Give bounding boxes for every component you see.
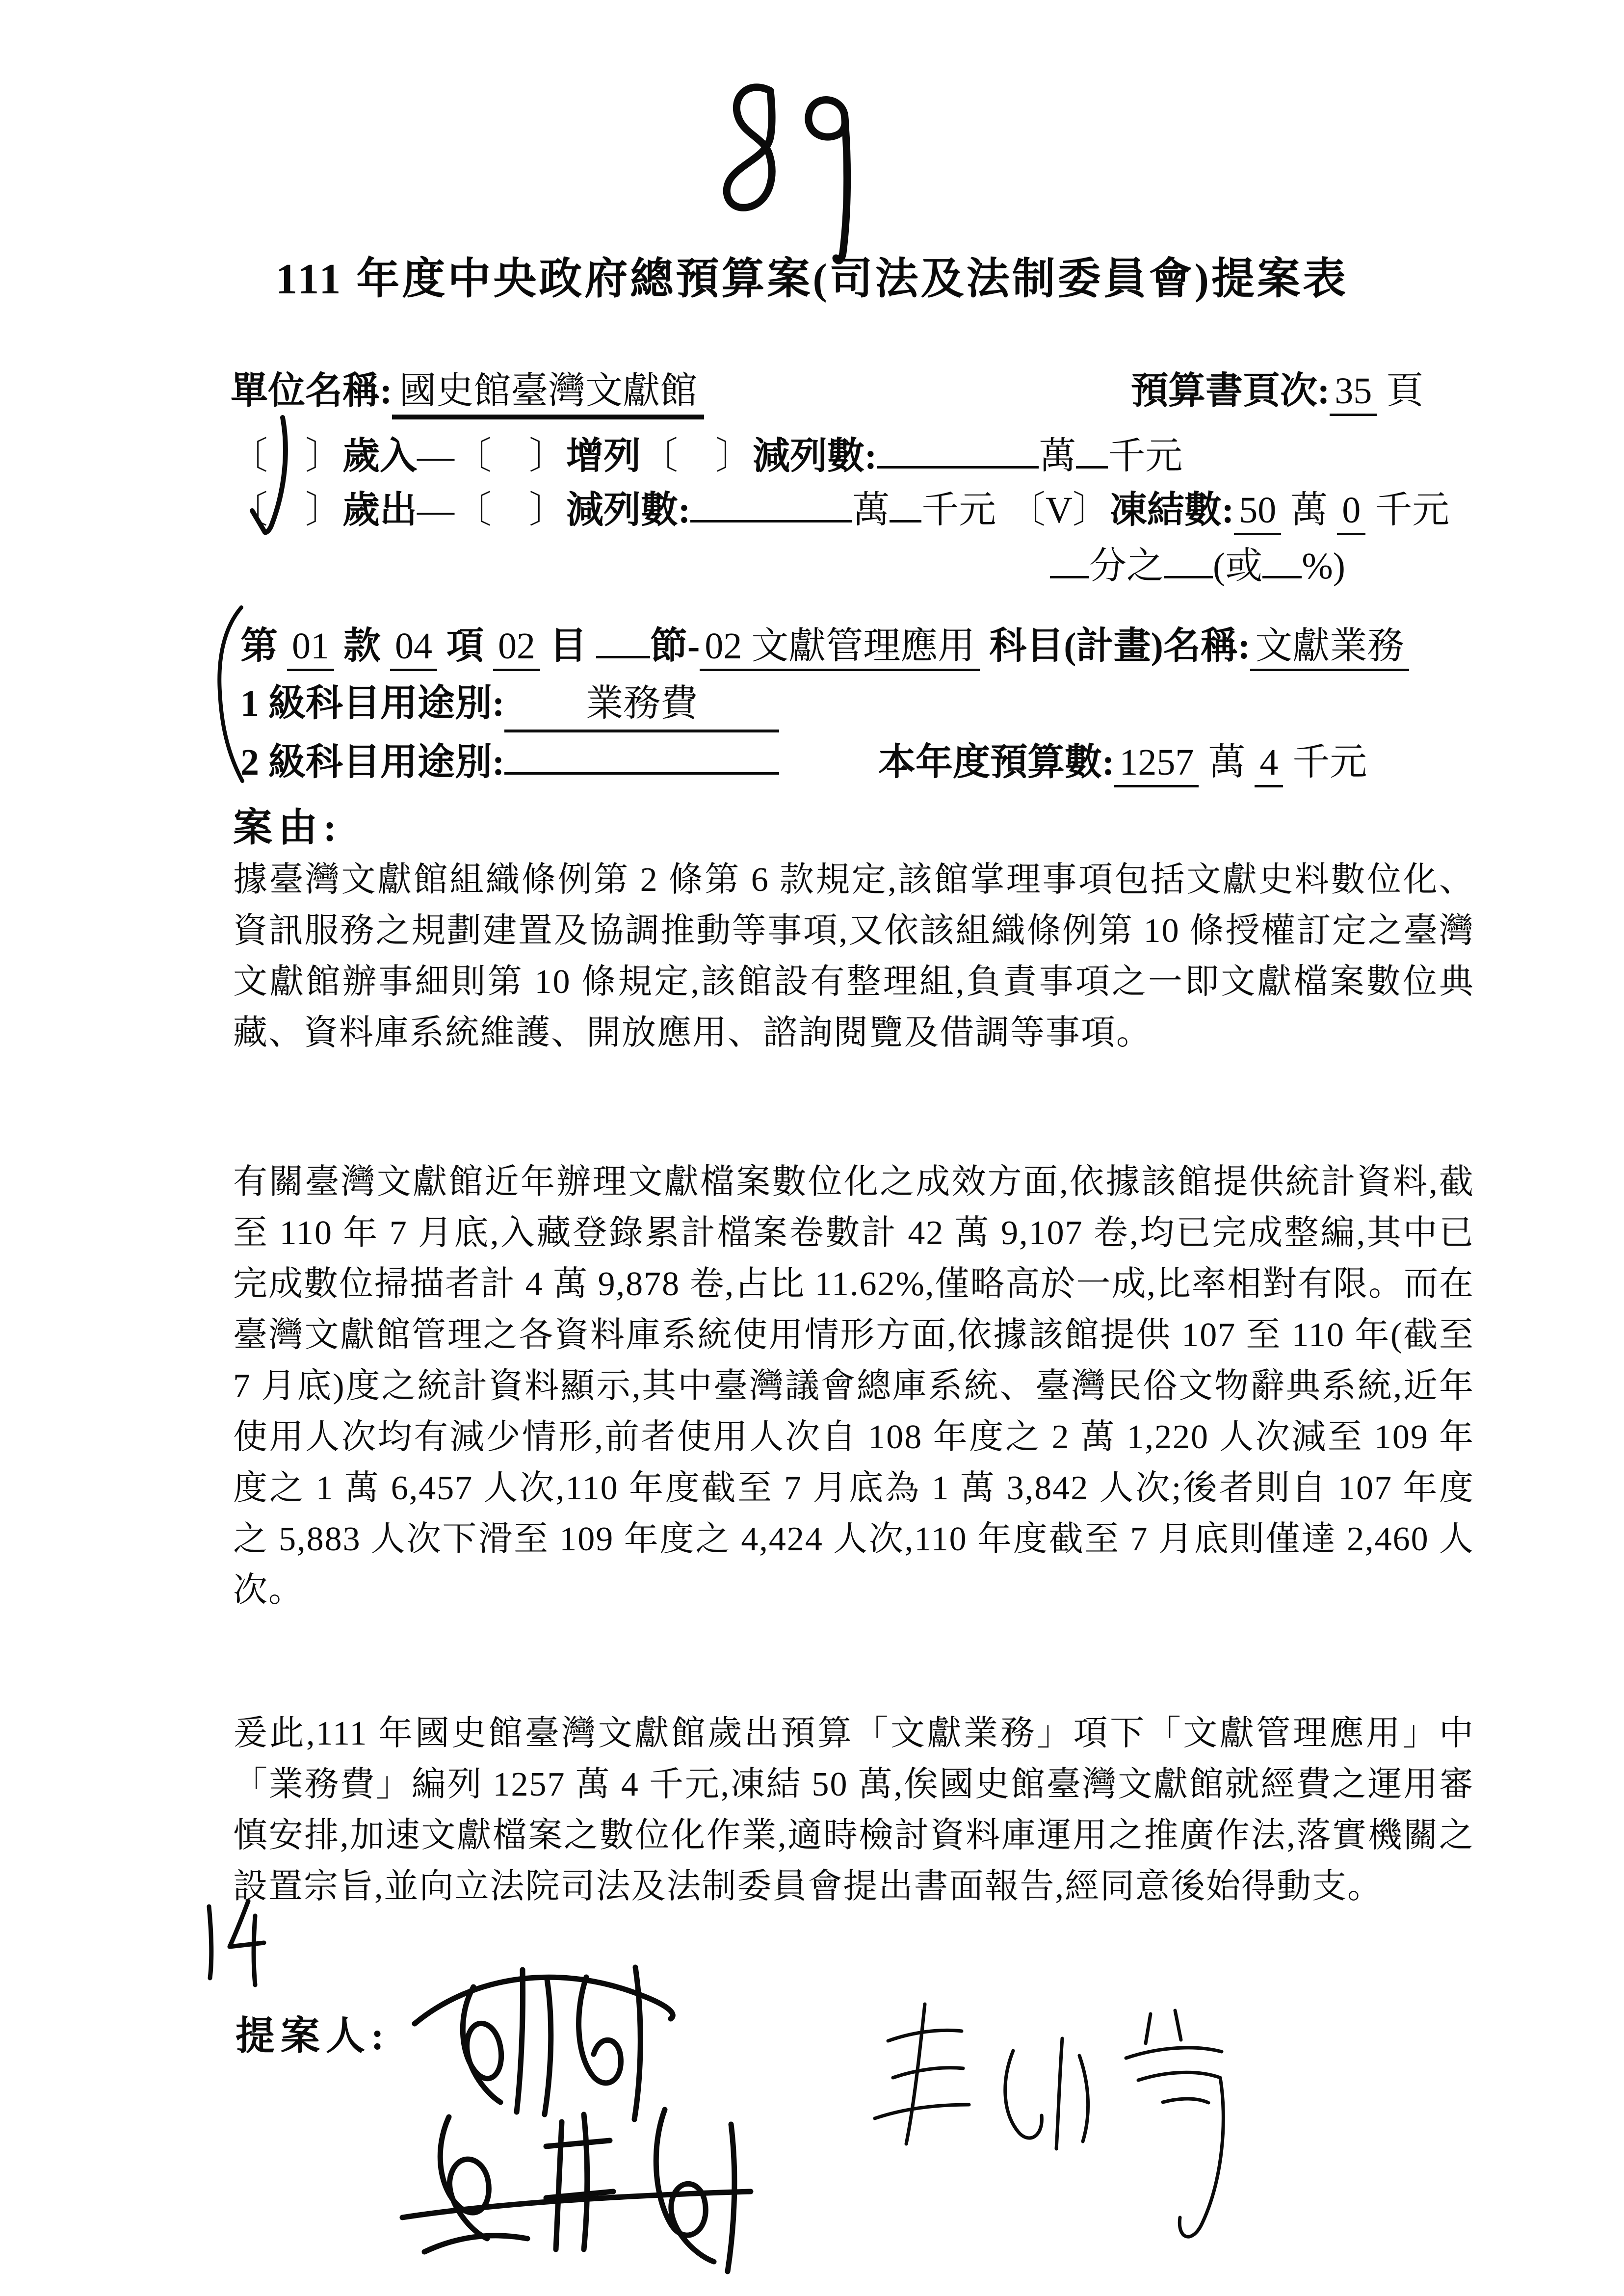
dash: — xyxy=(417,436,454,477)
jie-value: 02 文獻管理應用 xyxy=(700,626,980,671)
year-budget xyxy=(878,732,1367,785)
kuan-label: 款 xyxy=(343,626,381,667)
subject-line xyxy=(240,616,1409,669)
fraction-row xyxy=(1050,536,1345,589)
wan-unit: 萬 xyxy=(852,490,890,531)
budget-page-unit: 頁 xyxy=(1386,370,1424,412)
decrease-checkbox: 〔 〕 xyxy=(641,436,753,477)
freeze-qian-value: 0 xyxy=(1337,490,1365,535)
jie-blank xyxy=(596,622,650,658)
freeze-row xyxy=(1008,480,1449,533)
kuan-number: 01 xyxy=(287,626,334,671)
unit-name-row xyxy=(231,361,704,414)
wan-unit: 萬 xyxy=(1039,436,1076,477)
expenditure-qian-blank xyxy=(890,486,921,522)
level1-line xyxy=(240,673,779,732)
percent-close: %) xyxy=(1302,546,1345,587)
signature-3 xyxy=(851,1987,1244,2262)
proposer-label: 提案人: xyxy=(236,2015,390,2058)
expenditure-row xyxy=(231,480,996,533)
fraction-numerator-blank xyxy=(1050,542,1089,578)
case-paragraph-2: 有關臺灣文獻館近年辦理文獻檔案數位化之成效方面,依據該館提供統計資料,截至 110 年 7 月底,入藏登錄累計檔案卷數計 42 萬 9,107 卷,均已完成整編,其中已完成數位掃描者計 4 萬 9,878 卷,占比 11.62%,僅略高於一成,比率相對有限。而在臺灣文獻館管理之各資料庫系統使用情形方面,依據該館提供 107 至 110 年(截至 7 月底)度之統計資料顯示,其中臺灣議會總庫系統、臺灣民俗文物辭典系統,近年使用人次均有減少情形,前者使用人次自 108 年度之 2 萬 1,220 人次減至 109 年度之 1 萬 6,457 人次,110 年度截至 7 月底為 1 萬 3,842 人次;後者則自 107 年度之 5,883 人次下滑至 109 年度之 4,424 人次,110 年度截至 7 月底則僅達 2,460 人次。 xyxy=(233,1163,1474,1609)
document-title: 111 年度中央政府總預算案(司法及法制委員會)提案表 xyxy=(276,256,1348,303)
level2-blank xyxy=(504,738,779,775)
xiang-number: 04 xyxy=(390,626,437,671)
qian-unit: 千元 xyxy=(1108,436,1183,477)
increase-checkbox: 〔 〕 xyxy=(454,436,566,477)
increase-label: 增列 xyxy=(566,436,641,477)
huo-open: (或 xyxy=(1213,546,1263,587)
fenzhi-label: 分之 xyxy=(1089,546,1164,587)
fraction-denominator-blank xyxy=(1164,542,1213,578)
revenue-wan-blank xyxy=(877,432,1039,469)
case-paragraph-3: 爰此,111 年國史館臺灣文獻館歲出預算「文獻業務」項下「文獻管理應用」中「業務費」編列 1257 萬 4 千元,凍結 50 萬,俟國史館臺灣文獻館就經費之運用審慎安排,加速文獻檔案之數位化作業,適時檢討資料庫運用之推廣作法,落實機關之設置宗旨,並向立法院司法及法制委員會提出書面報告,經同意後始得動支。 xyxy=(233,1715,1474,1905)
year-budget-wan-value: 1257 xyxy=(1114,742,1199,787)
revenue-checkbox: 〔 〕 xyxy=(231,436,342,477)
unit-name-value: 國史館臺灣文獻館 xyxy=(392,370,704,419)
mu-number: 02 xyxy=(493,626,540,671)
expenditure-decrease-label: 減列數: xyxy=(566,490,691,531)
freeze-label: 凍結數: xyxy=(1109,490,1234,531)
revenue-label: 歲入 xyxy=(342,436,417,477)
expenditure-decrease-checkbox: 〔 〕 xyxy=(454,490,566,531)
budget-page-value: 35 xyxy=(1330,370,1377,416)
budget-page-label: 預算書頁次: xyxy=(1131,370,1330,412)
handwritten-page-number-89 xyxy=(697,78,893,270)
signature-2 xyxy=(390,2083,763,2294)
year-budget-label: 本年度預算數: xyxy=(878,742,1115,783)
case-paragraph-1: 據臺灣文獻館組織條例第 2 條第 6 款規定,該館掌理事項包括文獻史料數位化、資訊服務之規劃建置及協調推動等事項,又依該組織條例第 10 條授權訂定之臺灣文獻館辦事細則第 10 條規定,該館設有整理組,負責事項之一即文獻檔案數位典藏、資料庫系統維護、開放應用、諮詢閱覽及借調等事項。 xyxy=(233,861,1474,1052)
di-label: 第 xyxy=(240,626,278,667)
qian-unit: 千元 xyxy=(921,490,996,531)
revenue-row xyxy=(231,426,1182,479)
year-budget-wan-unit: 萬 xyxy=(1208,742,1246,783)
year-budget-qian-unit: 千元 xyxy=(1292,742,1367,783)
percent-blank xyxy=(1262,542,1302,578)
year-budget-qian-value: 4 xyxy=(1255,742,1283,787)
expenditure-wan-blank xyxy=(690,486,852,522)
xiang-label: 項 xyxy=(446,626,484,667)
unit-name-label: 單位名稱: xyxy=(231,370,393,412)
expenditure-checkbox: 〔 〕 xyxy=(231,490,342,531)
freeze-qian-unit: 千元 xyxy=(1375,490,1450,531)
dash: — xyxy=(417,490,454,531)
level2-line xyxy=(240,732,779,785)
case-heading: 案由: xyxy=(233,807,342,850)
freeze-wan-value: 50 xyxy=(1234,490,1281,535)
mu-label: 目 xyxy=(550,626,587,667)
level1-value: 業務費 xyxy=(504,673,779,732)
revenue-qian-blank xyxy=(1076,432,1108,469)
subject-name-value: 文獻業務 xyxy=(1250,626,1409,671)
expenditure-label: 歲出 xyxy=(342,490,417,531)
jie-label: 節- xyxy=(650,626,700,667)
level1-label: 1 級科目用途別: xyxy=(240,683,505,724)
decrease-label: 減列數: xyxy=(753,436,877,477)
freeze-wan-unit: 萬 xyxy=(1290,490,1328,531)
handwritten-checkmark xyxy=(241,415,305,547)
freeze-checkbox-checked: 〔V〕 xyxy=(1008,490,1110,531)
level2-label: 2 級科目用途別: xyxy=(240,742,505,783)
handwritten-margin-number-14 xyxy=(190,1889,279,1992)
subject-name-label: 科目(計畫)名稱: xyxy=(989,626,1251,667)
budget-page-row xyxy=(1131,361,1423,414)
